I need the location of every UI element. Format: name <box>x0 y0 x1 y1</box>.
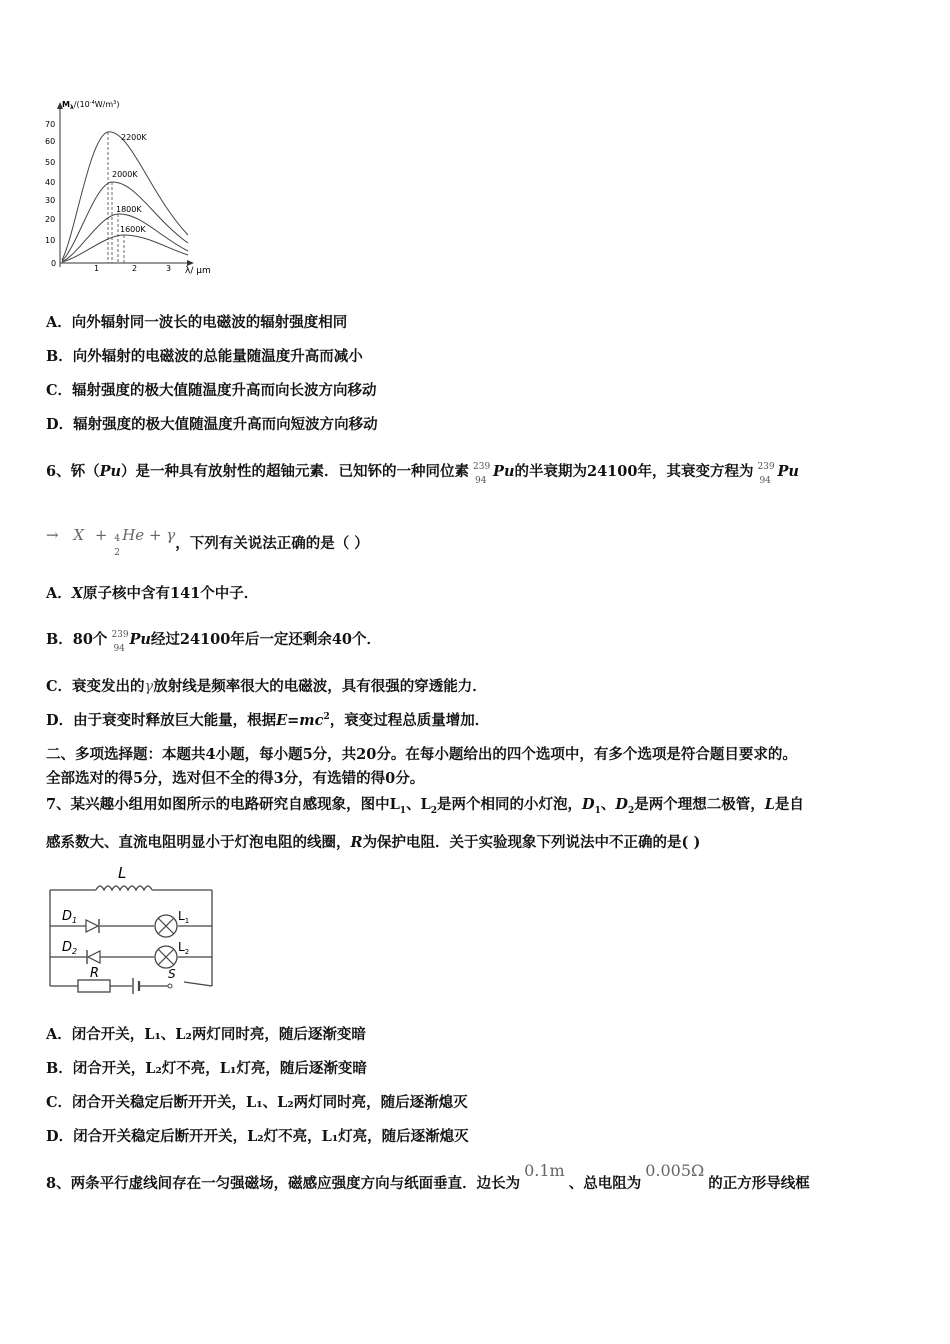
curve-label: 1800K <box>116 205 142 214</box>
curve-label: 2200K <box>121 133 147 142</box>
q7-l: L <box>764 796 775 813</box>
label-l1: $L_1$ <box>178 909 190 925</box>
x-tick: 1 <box>94 264 100 273</box>
he-atomic-number: 2 <box>114 548 120 558</box>
q6-pu-isotope: Pu <box>493 463 515 480</box>
pu-atomic-number: 94 <box>113 644 125 654</box>
q7-l1e: 是两个理想二极管， <box>634 796 765 813</box>
eq-arrow: → <box>46 526 59 544</box>
curve-2200k <box>62 132 188 260</box>
q6-d-exp: 2 <box>323 712 330 723</box>
y-tick: 50 <box>45 158 56 167</box>
y-tick: 40 <box>45 178 56 187</box>
q6-a-label: A． <box>46 585 72 602</box>
pu-atomic-number: 94 <box>475 476 487 486</box>
q7-l2b: 为保护电阻．关于实验现象下列说法中不正确的是( ) <box>362 834 701 851</box>
q8-tail: 的正方形导线框 <box>708 1175 810 1192</box>
q7-l1b: 、L <box>406 796 431 813</box>
label-l2: $L_2$ <box>178 940 190 956</box>
q7-d1: D <box>582 796 595 813</box>
q6-b-pu: Pu <box>129 631 151 648</box>
q8-lead: 8、两条平行虚线间存在一匀强磁场，磁感应强度方向与纸面垂直．边长为 <box>46 1175 521 1192</box>
q6-pu: Pu <box>99 463 122 480</box>
x-axis-label: λ/ μm <box>185 266 211 276</box>
label-d1: $D_1$ <box>62 909 78 925</box>
circuit-diagram <box>44 860 219 1000</box>
curve-label: 1600K <box>120 225 146 234</box>
pu-mass-number: 239 <box>757 462 775 472</box>
pu-mass-number: 239 <box>473 462 491 472</box>
x-tick: 2 <box>132 264 138 273</box>
pu-mass-number: 239 <box>111 630 129 640</box>
q7-option-c: C．闭合开关稳定后断开开关，L₁、L₂两灯同时亮，随后逐渐熄灭 <box>46 1094 468 1111</box>
eq-he: He <box>122 526 145 544</box>
label-l: L <box>118 864 127 882</box>
q6-mid2: 的半衰期为24100年，其衰变方程为 <box>514 463 754 480</box>
q6-lead: 6、钚（ <box>46 463 100 480</box>
q6-option-c <box>46 675 487 696</box>
q7-r: R <box>350 834 363 851</box>
q7-d2: D <box>615 796 628 813</box>
y-tick: 10 <box>45 236 56 245</box>
label-r: R <box>90 966 100 981</box>
q6-d-text: ，衰变过程总质量增加． <box>329 712 490 729</box>
q6-c-pre: C．衰变发出的 <box>46 678 145 695</box>
q6-option-a <box>46 582 258 603</box>
q7-d2sub: 2 <box>627 805 635 816</box>
q8-mid: 、总电阻为 <box>568 1175 642 1192</box>
y-tick: 30 <box>45 196 56 205</box>
q7-option-a: A．闭合开关，L₁、L₂两灯同时亮，随后逐渐变暗 <box>46 1026 366 1043</box>
q6-b-text: 经过24100年后一定还剩余40个． <box>150 631 382 648</box>
y-tick: 0 <box>51 259 57 268</box>
q6-stem-line1 <box>46 460 799 486</box>
q5-option-b: B．向外辐射的电磁波的总能量随温度升高而减小 <box>46 348 363 365</box>
label-d2: $D_2$ <box>62 940 78 956</box>
q6-d-pre: D．由于衰变时释放巨大能量，根据 <box>46 712 277 729</box>
pu-atomic-number: 94 <box>759 476 771 486</box>
q6-option-d <box>46 709 489 730</box>
he-mass-number: 4 <box>114 534 120 544</box>
q6-c-gamma: γ <box>144 679 154 695</box>
q8-res: 0.005Ω <box>645 1161 705 1180</box>
q6-b-pre: B．80个 <box>46 631 108 648</box>
q7-stem-line2 <box>46 831 700 852</box>
eq-plus: + <box>94 526 108 544</box>
y-tick: 70 <box>45 120 56 129</box>
radiation-chart <box>40 95 220 280</box>
y-axis-label: $M_\lambda/(10^{-4}W/m^3)$ <box>62 100 120 111</box>
q7-option-b: B．闭合开关，L₂灯不亮，L₁灯亮，随后逐渐变暗 <box>46 1060 367 1077</box>
q8-side: 0.1m <box>524 1161 565 1180</box>
q7-d1sub: 1 <box>594 805 601 816</box>
eq-gamma: + γ <box>148 526 176 544</box>
q5-option-c: C．辐射强度的极大值随温度升高而向长波方向移动 <box>46 382 377 399</box>
diode-d2 <box>88 951 100 963</box>
x-tick: 3 <box>166 264 172 273</box>
section2-line1: 二、多项选择题：本题共4小题，每小题5分，共20分。在每小题给出的四个选项中，有多个选项是符合题目要求的。 <box>46 746 797 763</box>
resistor-r <box>78 980 110 992</box>
lamp-l2 <box>155 946 177 968</box>
curve-2000k <box>62 182 188 261</box>
q6-d-eq: E=mc <box>276 712 324 729</box>
q7-sub1: 1 <box>399 805 407 816</box>
eq-x: X <box>73 526 85 544</box>
q6-tail: ，下列有关说法正确的是（ ） <box>175 535 369 552</box>
q7-l1a: 7、某兴趣小组用如图所示的电路研究自感现象，图中L <box>46 796 400 813</box>
diode-d1 <box>86 920 98 932</box>
lamp-l1 <box>155 915 177 937</box>
q8-stem <box>46 1161 810 1193</box>
q7-option-d: D．闭合开关稳定后断开开关，L₂灯不亮，L₁灯亮，随后逐渐熄灭 <box>46 1128 469 1145</box>
q6-equation-line <box>46 524 369 558</box>
section2-line2: 全部选对的得5分，选对但不全的得3分，有选错的得0分。 <box>46 770 425 787</box>
switch-s <box>168 984 172 988</box>
inductor-coil <box>96 886 152 890</box>
q6-c-text: 放射线是频率很大的电磁波，具有很强的穿透能力． <box>153 678 487 695</box>
curve-label: 2000K <box>112 170 138 179</box>
curve-1800k <box>62 214 188 262</box>
q6-mid1: ）是一种具有放射性的超铀元素．已知钚的一种同位素 <box>121 463 470 480</box>
q6-pu-isotope: Pu <box>777 463 799 480</box>
q7-sub2: 2 <box>430 805 438 816</box>
q6-option-b <box>46 628 382 654</box>
q7-stem-line1 <box>46 793 804 816</box>
q7-sep: 、 <box>600 796 616 813</box>
q7-l2a: 感系数大、直流电阻明显小于灯泡电阻的线圈， <box>46 834 351 851</box>
q5-option-a: A．向外辐射同一波长的电磁波的辐射强度相同 <box>46 314 348 331</box>
q6-a-x: X <box>71 585 84 602</box>
y-tick: 60 <box>45 137 56 146</box>
y-tick: 20 <box>45 215 56 224</box>
q7-l1f: 是自 <box>774 796 804 813</box>
q7-l1c: 是两个相同的小灯泡， <box>437 796 583 813</box>
q6-a-text: 原子核中含有141个中子． <box>83 585 259 602</box>
q5-option-d: D．辐射强度的极大值随温度升高而向短波方向移动 <box>46 416 378 433</box>
label-s: S <box>168 967 176 981</box>
